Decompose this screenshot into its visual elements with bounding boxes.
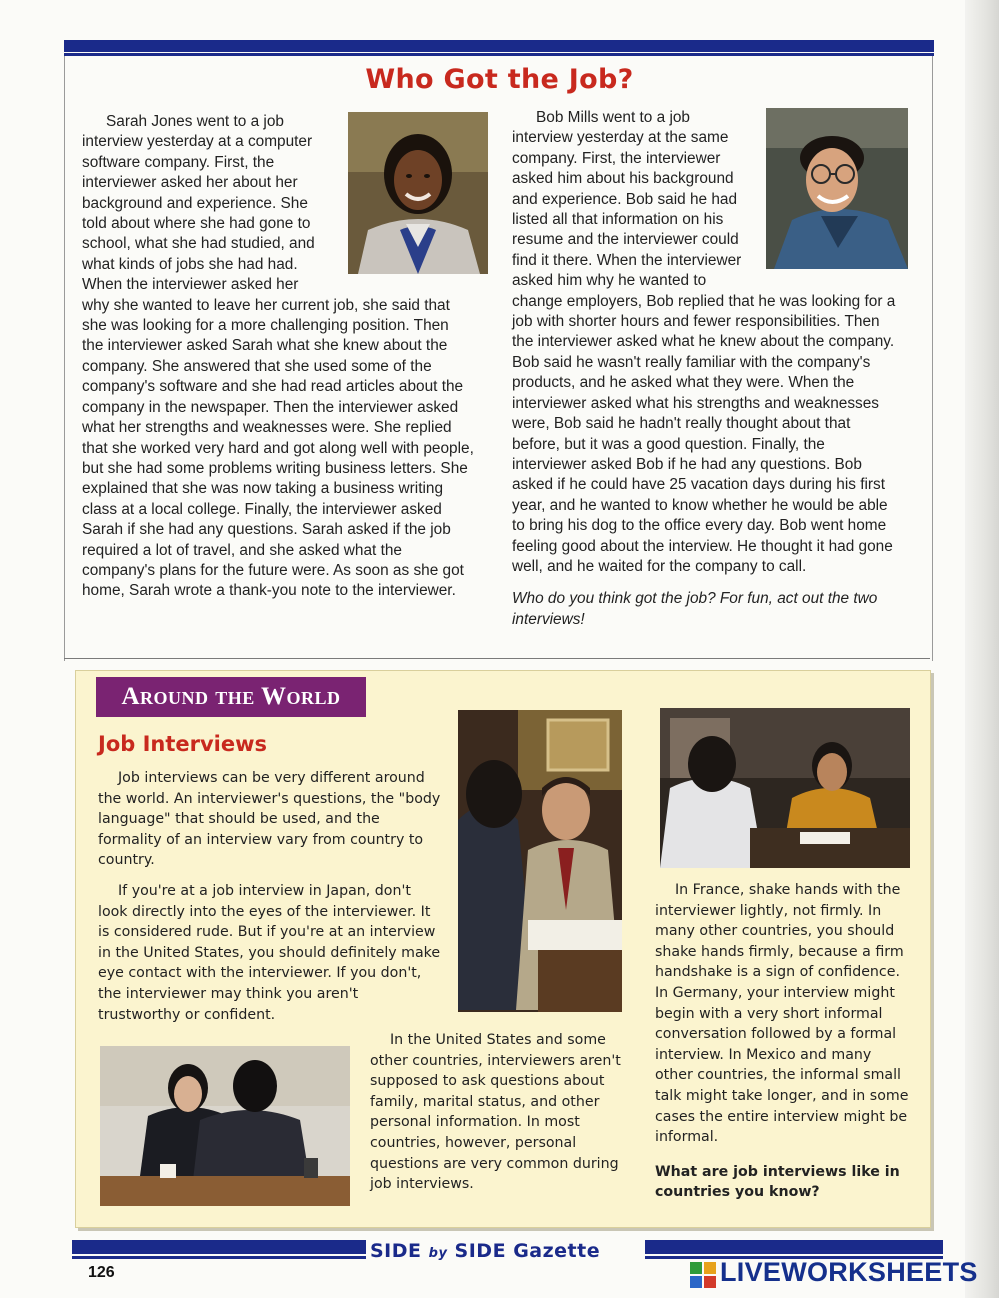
interview-office-photo [660, 708, 910, 868]
brand-side-1: SIDE [370, 1240, 422, 1262]
brand-by: by [428, 1246, 448, 1261]
around-the-world-banner [96, 677, 366, 717]
world-paragraph-4: In France, shake hands with the interviewer lightly, not firmly. In many other countries, you should shake hands firmly, because a firm handshake is a sign of confidence. In Germany, your interview might begin with a very short informal conversation followed by a formal interview. In Mexico and many other countries, the informal small talk might take longer, and in some cases the entire interview might be informal. [655, 882, 909, 1146]
brand-gazette: Gazette [513, 1240, 601, 1262]
world-paragraph-3: In the United States and some other countries, interviewers aren't supposed to ask questions about family, marital status, and other personal information. In most countries, however, personal questions are very common during job interviews. [370, 1032, 621, 1193]
bob-paragraph: Bob Mills went to a job interview yesterday at the same company. First, the interviewer asked him about his background and experience. Bob said he had listed all that information on his resume and the interviewer could find it there. When the interviewer asked him why he wanted to change employers, Bob replied that he was looking for a job with shorter hours and fewer responsibilities. Then the interviewer asked what he knew about the company. Bob said he wasn't really familiar with the company's products, and he asked what they were. When the interviewer asked what his strengths and weaknesses were, Bob said he hadn't really thought about that before, but it was a good question. Finally, the interviewer asked Bob if he had any questions. Bob asked if he could have 25 vacation days during his first year, and he wanted to know whether he would be able to bring his dog to the office every day. Bob went home feeling good about the interview. He thought it had gone well, and he waited for the company to call. [512, 109, 896, 575]
article-title: Who Got the Job? [365, 64, 634, 95]
interview-meeting-photo [458, 710, 622, 1012]
brand-side-2: SIDE [454, 1240, 507, 1262]
side-by-side-gazette-logo [370, 1240, 600, 1262]
top-rule [64, 40, 934, 52]
bob-story [512, 108, 902, 630]
footer-rule-right [645, 1240, 943, 1254]
page-edge-shadow [965, 0, 999, 1298]
world-column-left [98, 768, 442, 1035]
section-divider [64, 658, 930, 659]
discussion-question: Who do you think got the job? For fun, act out the two interviews! [512, 590, 878, 628]
footer-rule-left-thin [72, 1256, 366, 1259]
world-column-right [655, 880, 911, 1213]
closing-question: What are job interviews like in countries you know? [655, 1163, 900, 1201]
frame-right-line [932, 56, 933, 661]
job-interviews-heading: Job Interviews [98, 732, 268, 756]
liveworksheets-logo-icon [690, 1262, 716, 1288]
top-rule-thin [64, 53, 934, 56]
frame-left-line [64, 56, 65, 661]
sarah-story [82, 112, 474, 602]
banner-text: Around the World [121, 683, 341, 710]
page-number: 126 [88, 1264, 115, 1281]
sarah-paragraph: Sarah Jones went to a job interview yesterday at a computer software company. First, the interviewer asked her about her background and experience. She told about where she had gone to school, what she had studied, and what kinds of jobs she had had. When the interviewer asked her why she wanted to leave her current job, she said that she was looking for a more challenging position. Then the interviewer asked Sarah what she knew about the company. She answered that she used some of the company's software and she had read articles about the company in the newspaper. Then the interviewer asked what her strengths and weaknesses were. She replied that she worked very hard and got along well with people, but she had some problems writing business letters. She explained that she was now taking a business writing class at a local college. Finally, the interviewer asked Sarah if she had any questions. Sarah asked if the job required a lot of travel, and she asked what the company's plans for the future were. As soon as she got home, Sarah wrote a thank-you note to the interviewer. [82, 113, 474, 600]
footer-rule-left [72, 1240, 366, 1254]
world-paragraph-1: Job interviews can be very different around the world. An interviewer's questions, the "body language" that should be used, and the formality of an interview vary from country to country. [98, 770, 441, 869]
world-paragraph-2: If you're at a job interview in Japan, don't look directly into the eyes of the interviewer. It is considered rude. But if you're at an interview in the United States, you should definitely make eye contact with the interviewer. If you don't, the interviewer may think you aren't trustworthy or confident. [98, 882, 441, 1023]
world-column-middle [370, 1030, 626, 1205]
liveworksheets-watermark: LIVEWORKSHEETS [720, 1257, 978, 1287]
interview-desk-photo [100, 1046, 350, 1206]
